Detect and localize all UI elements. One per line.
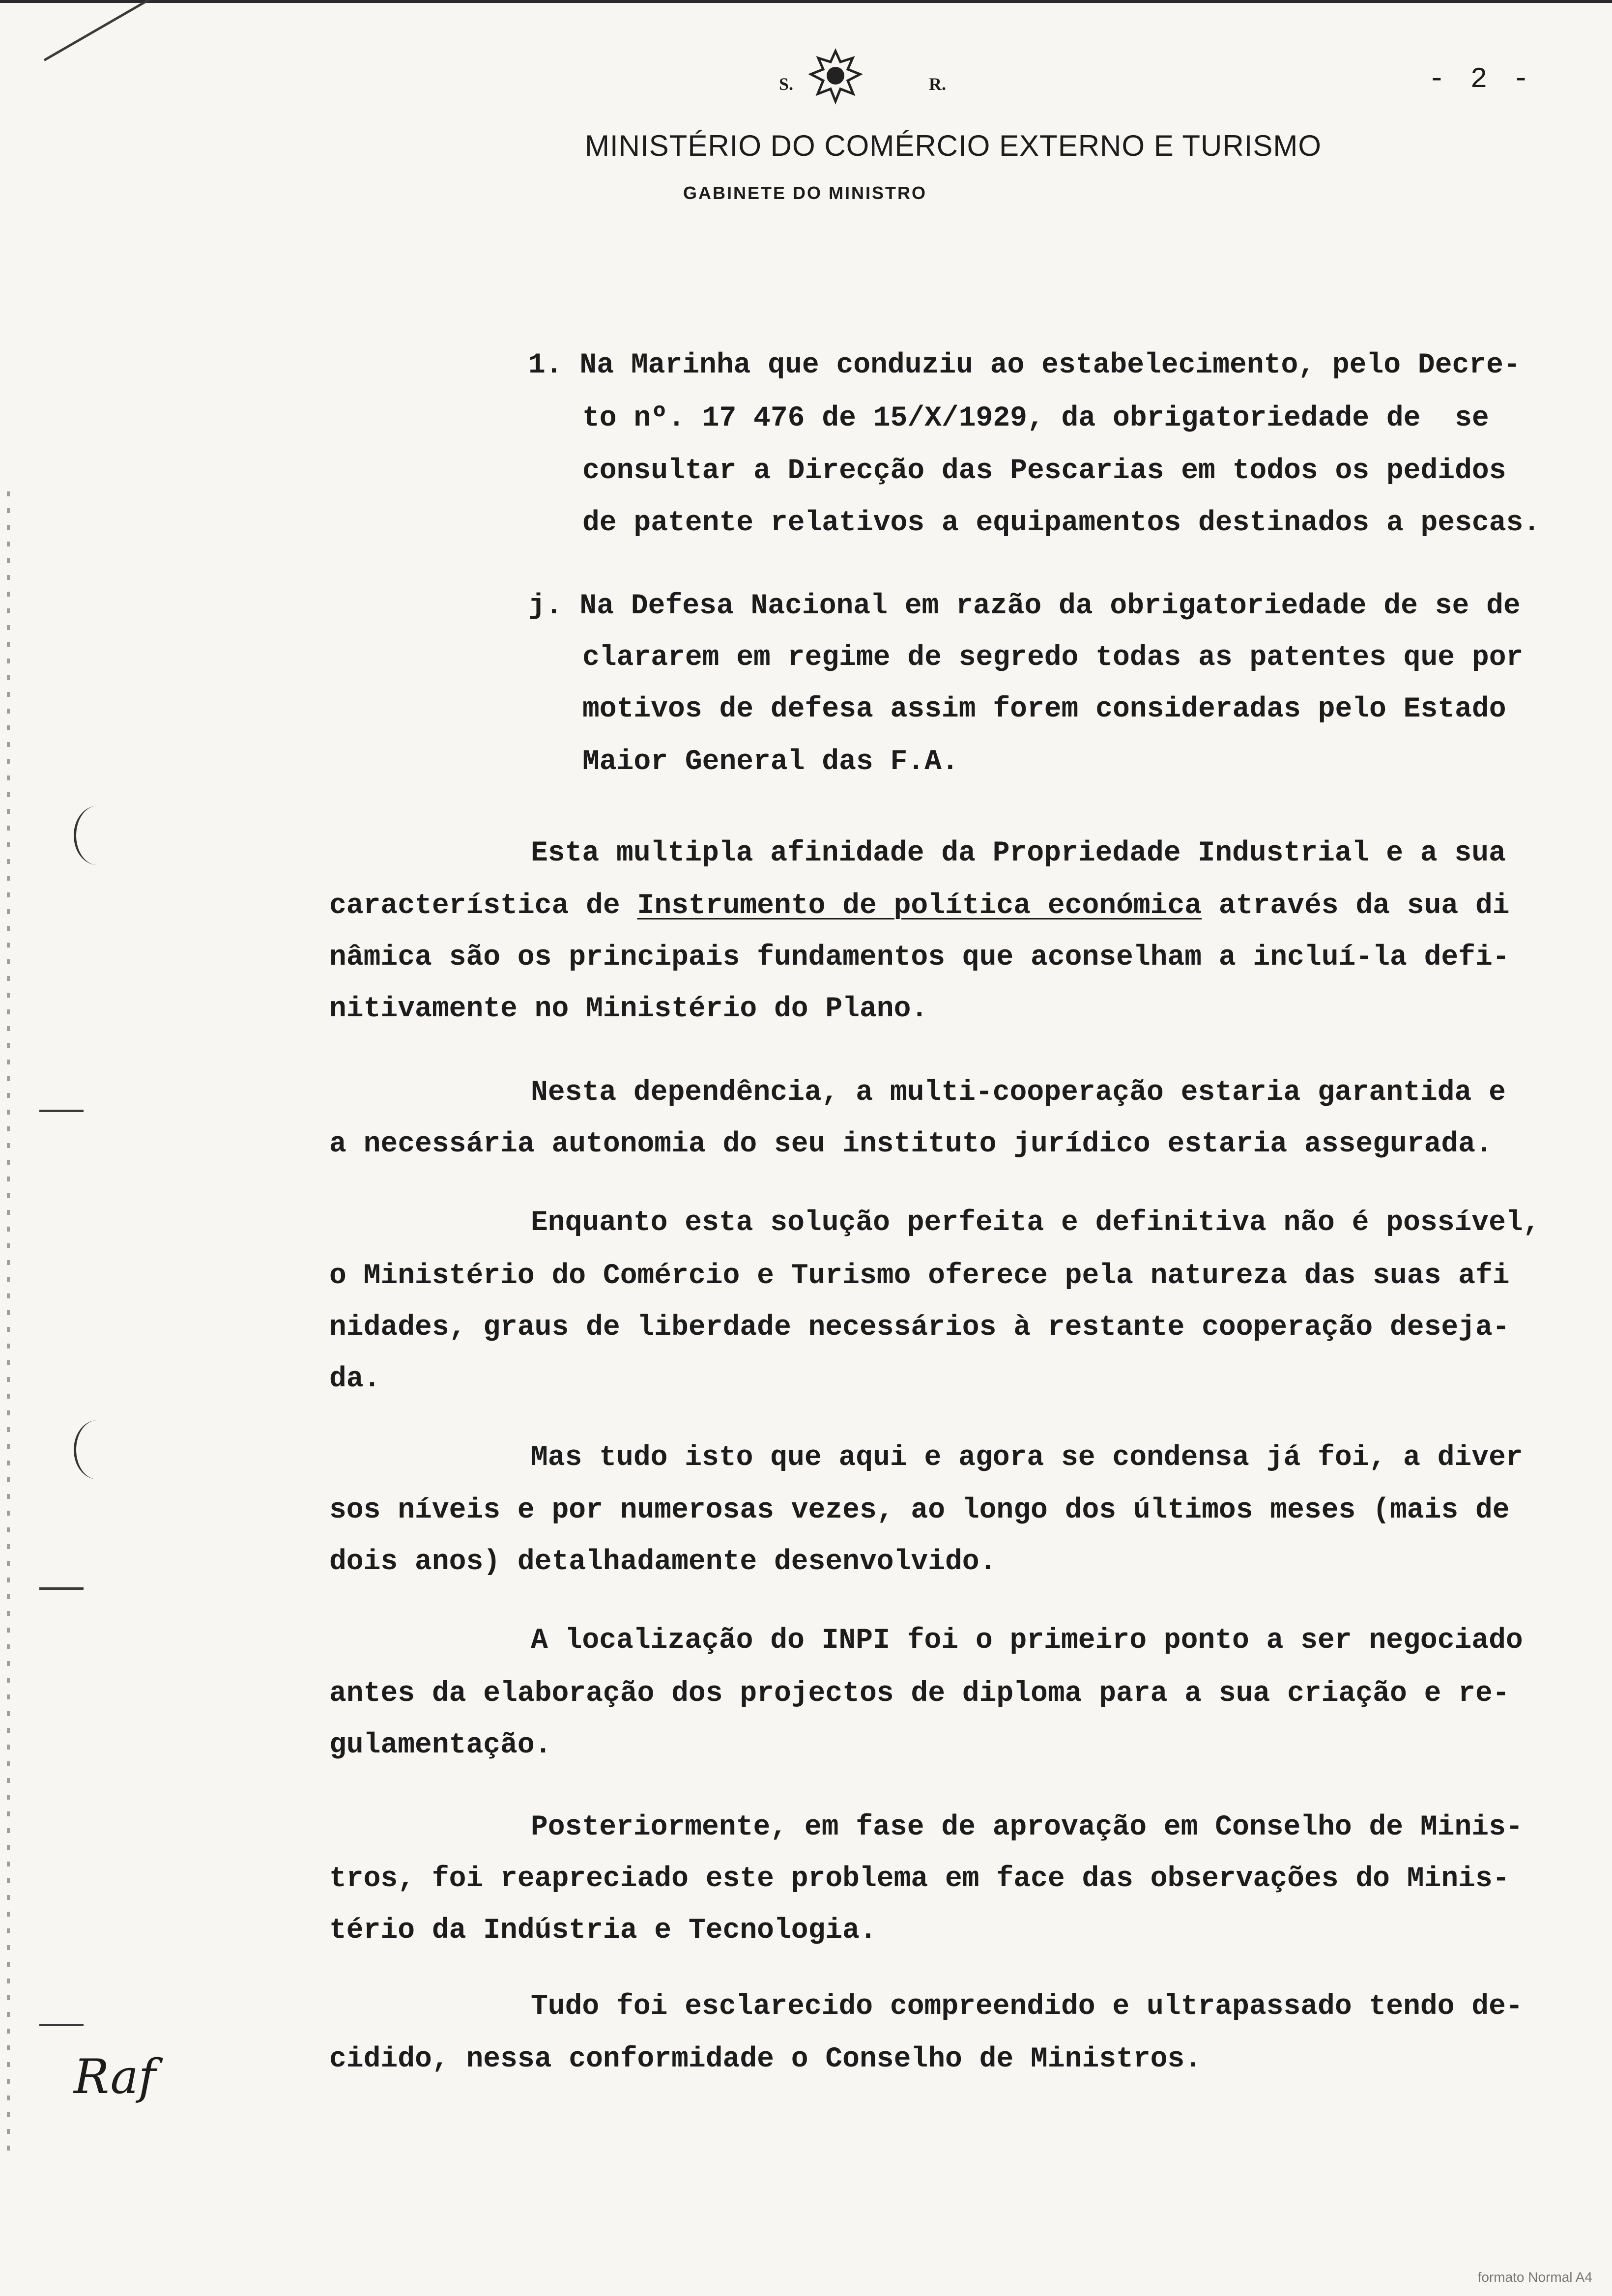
page-number: - 2 - xyxy=(1428,64,1533,96)
paragraph-5-line-2: antes da elaboração dos projectos de diploma para a sua criação e re- xyxy=(329,1678,1510,1710)
paragraph-4-line-1: Mas tudo isto que aqui e agora se condensa já foi, a diver xyxy=(531,1442,1523,1474)
ministry-title: MINISTÉRIO DO COMÉRCIO EXTERNO E TURISMO xyxy=(585,129,1322,162)
item-j-line-4: Maior General das F.A. xyxy=(582,746,959,778)
paragraph-6-line-2: tros, foi reapreciado este problema em face das observações do Minis- xyxy=(329,1863,1510,1895)
paragraph-6-line-1: Posteriormente, em fase de aprovação em Conselho de Minis- xyxy=(531,1811,1523,1843)
paragraph-1-line-2 xyxy=(329,892,1510,920)
paragraph-5-line-3: gulamentação. xyxy=(329,1729,552,1761)
paragraph-6-line-3: tério da Indústria e Tecnologia. xyxy=(329,1915,877,1947)
paragraph-3-line-3: nidades, graus de liberdade necessários à restante cooperação deseja- xyxy=(329,1312,1510,1344)
punch-hole-mark xyxy=(74,806,120,865)
margin-tick xyxy=(39,2024,84,2026)
paragraph-7-line-1: Tudo foi esclarecido compreendido e ultrapassado tendo de- xyxy=(531,1991,1523,2023)
paragraph-2-line-1: Nesta dependência, a multi-cooperação estaria garantida e xyxy=(531,1077,1506,1109)
item-i-line-2: to nº. 17 476 de 15/X/1929, da obrigatoriedade de se xyxy=(582,402,1489,434)
paragraph-4-line-3: dois anos) detalhadamente desenvolvido. xyxy=(329,1546,997,1578)
cabinet-subtitle: GABINETE DO MINISTRO xyxy=(683,183,927,203)
paragraph-1-line-2-pre: característica de xyxy=(329,890,637,922)
paragraph-1-line-2-post: através da sua di xyxy=(1202,890,1510,922)
paragraph-1-line-3: nâmica são os principais fundamentos que aconselham a incluí-la defi- xyxy=(329,942,1510,974)
item-i-line-4: de patente relativos a equipamentos destinados a pescas. xyxy=(582,507,1541,539)
punch-hole-mark xyxy=(74,1420,120,1479)
margin-tick xyxy=(39,1587,84,1590)
paragraph-7-line-2: cidido, nessa conformidade o Conselho de Ministros. xyxy=(329,2043,1202,2075)
margin-pen-stroke xyxy=(44,0,156,61)
item-i-line-1: 1. Na Marinha que conduziu ao estabelecimento, pelo Decre- xyxy=(528,349,1521,381)
paragraph-5-line-1: A localização do INPI foi o primeiro ponto a ser negociado xyxy=(531,1625,1523,1657)
policy-instrument-underlined: Instrumento de política económica xyxy=(637,890,1202,922)
coat-of-arms-icon xyxy=(806,47,865,106)
item-j-line-2: clararem em regime de segredo todas as patentes que por xyxy=(582,642,1524,674)
header-letter-left: S. xyxy=(779,74,794,94)
paragraph-3-line-1: Enquanto esta solução perfeita e definitiva não é possível, xyxy=(531,1207,1540,1239)
margin-tick xyxy=(39,1110,84,1112)
header-letter-right: R. xyxy=(929,74,946,94)
paragraph-1-line-4: nitivamente no Ministério do Plano. xyxy=(329,993,928,1025)
margin-perforation xyxy=(7,491,10,2162)
item-j-line-1: j. Na Defesa Nacional em razão da obrigatoriedade de se de xyxy=(528,590,1521,622)
page-top-rule xyxy=(0,0,1612,3)
paper-format-note: formato Normal A4 xyxy=(1477,2269,1592,2285)
paragraph-3-line-4: da. xyxy=(329,1363,381,1395)
item-i-line-3: consultar a Direcção das Pescarias em todos os pedidos xyxy=(582,455,1506,487)
item-j-line-3: motivos de defesa assim forem consideradas pelo Estado xyxy=(582,693,1506,725)
margin-handwritten-initials: Raf xyxy=(74,2049,156,2104)
paragraph-4-line-2: sos níveis e por numerosas vezes, ao longo dos últimos meses (mais de xyxy=(329,1494,1510,1526)
paragraph-3-line-2: o Ministério do Comércio e Turismo oferece pela natureza das suas afi xyxy=(329,1260,1510,1292)
paragraph-2-line-2: a necessária autonomia do seu instituto jurídico estaria assegurada. xyxy=(329,1128,1493,1160)
paragraph-1-line-1: Esta multipla afinidade da Propriedade Industrial e a sua xyxy=(531,837,1506,869)
